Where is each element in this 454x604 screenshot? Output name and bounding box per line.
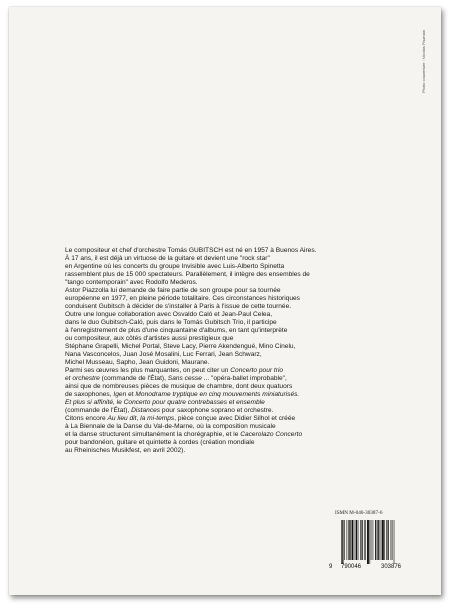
ismn-number: ISMN M-046-30387-6 — [335, 510, 383, 516]
bio-text: Et plus si affinité, le — [65, 399, 124, 406]
publication-codes — [329, 510, 429, 572]
barcode-bar — [384, 520, 385, 560]
bio-text: et — [126, 391, 136, 398]
bio-text: , pièce conçue avec Didier Silhol et créée — [174, 415, 296, 422]
bio-line: Michel Musseau, Sapho, Jean Guidoni, Maurane. — [65, 359, 210, 366]
bio-line: dans le duo Gubitsch-Caló, puis dans le Tomás Gubitsch Trio, il participe — [65, 319, 277, 326]
barcode-bar — [350, 520, 351, 560]
barcode-bar — [341, 520, 342, 564]
bio-text: de saxophones, — [65, 391, 114, 398]
barcode-bar — [361, 520, 362, 560]
barcode-bar — [392, 520, 393, 560]
bio-line: Le compositeur et chef d'orchestre Tomás GUBITSCH est né en 1957 à Buenos Aires. — [65, 247, 317, 254]
barcode-digit-left: 790046 — [341, 564, 362, 570]
bio-line — [65, 367, 411, 375]
barcode-bar — [347, 520, 348, 560]
barcode-digit-prefix: 9 — [329, 564, 333, 570]
bio-text: (commande de l'État), — [101, 375, 168, 382]
work-title: Au lieu dit — [107, 415, 137, 422]
barcode-bar — [356, 520, 357, 560]
barcode-bar — [381, 520, 382, 560]
barcode-bar — [388, 520, 389, 560]
bio-line: ou compositeur, aux côtés d'artistes aussi prestigieux que — [65, 335, 234, 342]
barcode-bar — [378, 520, 379, 560]
bio-line — [65, 415, 411, 423]
barcode-bar — [373, 520, 374, 560]
barcode-bar — [375, 520, 376, 560]
bio-line: en Argentine où les concerts du groupe Invisible avec Luis-Alberto Spinetta — [65, 263, 285, 270]
barcode-bar — [352, 520, 354, 560]
barcode-bar — [364, 520, 365, 560]
work-title: Igen — [113, 391, 127, 398]
barcode-bar — [358, 520, 359, 560]
barcode-digit-right: 303876 — [381, 564, 402, 570]
work-title: Distances — [131, 407, 161, 414]
bio-line — [65, 391, 411, 399]
bio-line: européenne en 1977, en pleine période totalitaire. Ces circonstances historiques — [65, 295, 300, 302]
bio-line: à La Biennale de la Danse du Val-de-Marne, où la composition musicale — [65, 423, 276, 430]
bio-line — [65, 375, 411, 383]
barcode-bar — [344, 520, 345, 560]
bio-line: rassemblent plus de 15 000 spectateurs. Parallèlement, il intègre des ensembles de — [65, 271, 310, 278]
biography-text — [65, 247, 411, 455]
bio-line: Outre une longue collaboration avec Osvaldo Caló et Jean-Paul Celea, — [65, 311, 273, 318]
barcode-digits — [329, 564, 429, 572]
bio-line: pour bandonéon, guitare et quintette à cordes (création mondiale — [65, 439, 255, 446]
bio-line: "tango contemporain" avec Rodolfo Mederos. — [65, 279, 198, 286]
bio-line: Nana Vasconcelos, Juan José Mosalini, Luc Ferrari, Jean Schwarz, — [65, 351, 262, 358]
bio-line — [65, 407, 411, 415]
work-title: Cacerolazo Concerto — [240, 431, 303, 438]
bio-text: ... "opéra-ballet improbable", — [201, 375, 287, 382]
barcode-bar — [391, 520, 392, 560]
work-title: Sans cesse — [167, 375, 202, 382]
barcode-bar — [342, 520, 343, 564]
bio-line: Astor Piazzolla lui demande de faire partie de son groupe pour sa tournée — [65, 287, 281, 294]
back-cover-page — [9, 7, 441, 595]
bio-text: et la danse structurent simultanément la chorégraphie, et le — [65, 431, 241, 438]
bio-line: au Rheinisches Musikfest, en avril 2002). — [65, 447, 186, 454]
barcode-bar — [367, 520, 369, 564]
bio-text: Parmi ses œuvres les plus marquantes, on peut citer un — [65, 367, 231, 374]
barcode-bar — [365, 520, 366, 560]
barcode — [333, 520, 419, 564]
bio-text: (commande de l'État), — [65, 407, 132, 414]
bio-line: À 17 ans, il est déjà un virtuose de la guitare et devient une "rock star" — [65, 255, 270, 262]
barcode-bar — [394, 520, 395, 564]
bio-text: , — [136, 415, 141, 422]
barcode-bar — [377, 520, 378, 560]
bio-line: conduisent Gubitsch à décider de s'installer à Paris à l'issue de cette tournée. — [65, 303, 292, 310]
barcode-bar — [382, 520, 384, 560]
barcode-bar — [355, 520, 356, 560]
barcode-bar — [360, 520, 361, 560]
bio-text: pour saxophone soprano et orchestre. — [160, 407, 274, 414]
work-title: et orchestre — [65, 375, 100, 382]
bio-line — [65, 399, 411, 407]
bio-line: à l'enregistrement de plus d'une cinquantaine d'albums, en tant qu'interprète — [65, 327, 288, 334]
bio-line — [65, 431, 411, 439]
work-title: Monodrame tryptique en cinq mouvements miniaturisés. — [135, 391, 300, 398]
barcode-bar — [370, 520, 371, 564]
barcode-bar — [348, 520, 349, 560]
bio-text: Citons encore — [65, 415, 108, 422]
bio-line: ainsi que de nombreuses pièces de musique de chambre, dont deux quatuors — [65, 383, 293, 390]
work-title: la mi-temps — [140, 415, 175, 422]
work-title: Concerto pour quatre contrebasses et ensemble — [123, 399, 265, 406]
bio-line: Stéphane Grapelli, Michel Portal, Steve Lacy, Pierre Akendengué, Mino Cinelu, — [65, 343, 296, 350]
photo-credit: Photo couverture : Nicolas Fiszman — [421, 29, 426, 93]
barcode-bar — [386, 520, 387, 560]
work-title: Concerto pour trio — [230, 367, 284, 374]
barcode-bar — [371, 520, 372, 560]
